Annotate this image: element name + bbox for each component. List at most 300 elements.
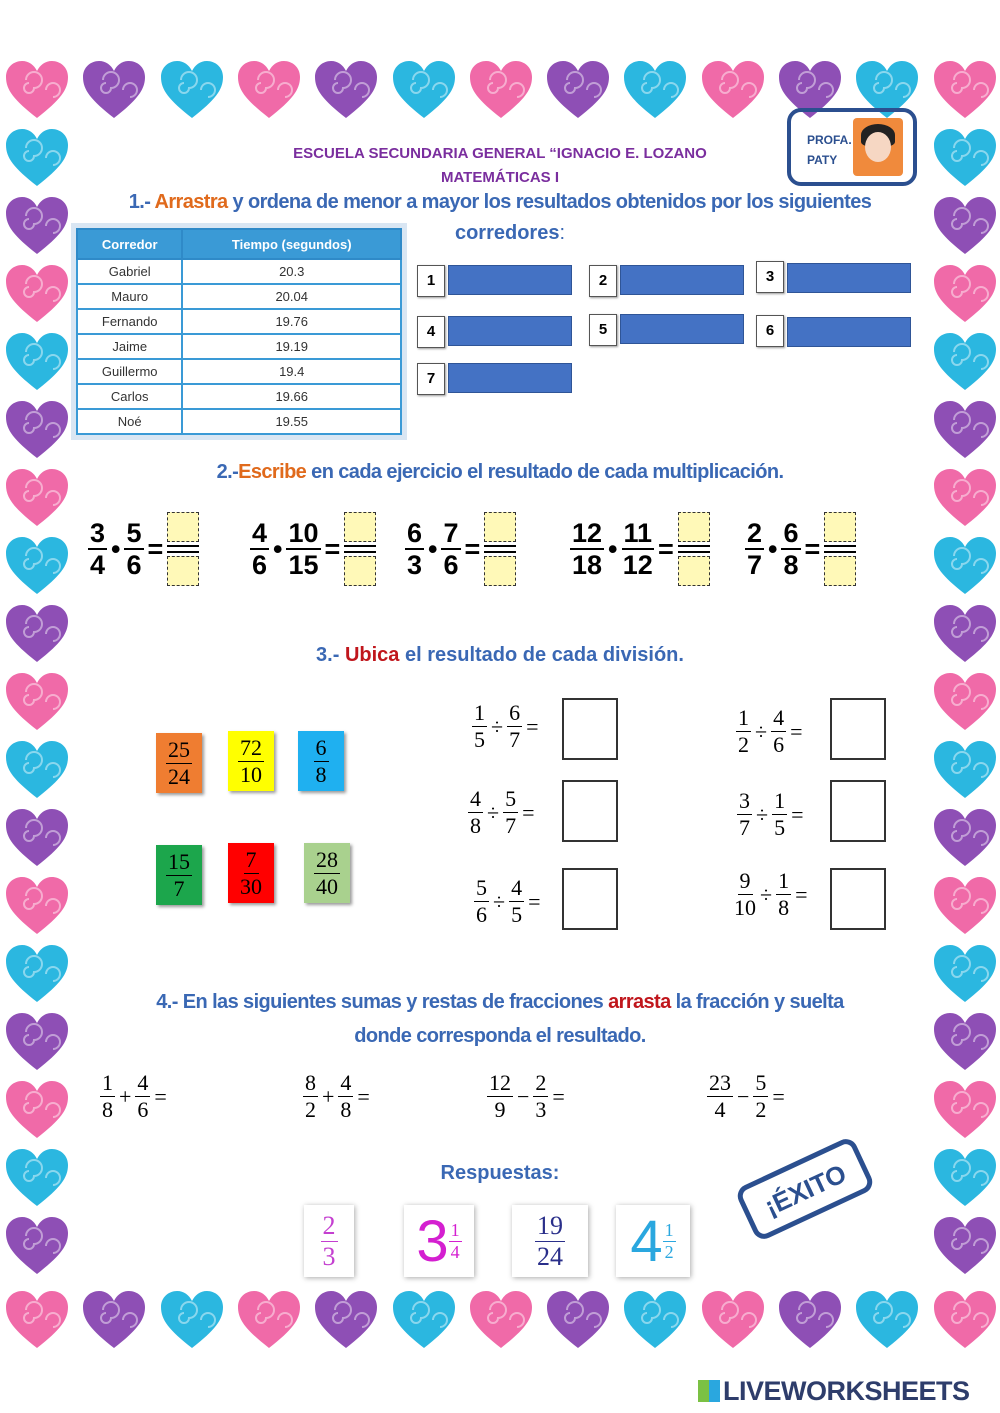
heart-icon <box>159 60 225 120</box>
exito-stamp: ¡ÉXITO <box>734 1135 876 1243</box>
runner-name: Fernando <box>77 309 182 334</box>
logo-icon <box>698 1380 720 1402</box>
fraction-bar <box>344 545 376 553</box>
heart-icon <box>4 1148 70 1208</box>
heart-icon <box>700 60 766 120</box>
q1-colon: : <box>559 222 566 244</box>
liveworksheets-logo[interactable] <box>698 1376 970 1407</box>
answers-label: Respuestas: <box>440 1162 560 1184</box>
denominator: 8 <box>783 550 799 580</box>
numerator: 72 <box>240 734 262 760</box>
denominator: 30 <box>240 873 262 899</box>
denominator: 6 <box>137 1097 149 1122</box>
numerator: 1 <box>778 868 790 893</box>
drop-box[interactable] <box>830 698 886 760</box>
runner-name: Gabriel <box>77 259 182 284</box>
denominator: 10 <box>240 761 262 787</box>
numerator-input[interactable] <box>167 512 199 542</box>
denominator-input[interactable] <box>678 556 710 586</box>
heart-icon <box>545 1290 611 1350</box>
heart-icon <box>932 1290 998 1350</box>
fraction <box>734 868 756 921</box>
drop-box[interactable] <box>562 780 618 842</box>
fraction <box>753 1070 768 1123</box>
heart-icon <box>854 1290 920 1350</box>
heart-icon <box>4 60 70 120</box>
numerator: 8 <box>305 1070 316 1095</box>
runner-time: 19.4 <box>182 359 401 384</box>
numerator: 1 <box>102 1070 113 1095</box>
heart-icon <box>4 400 70 460</box>
numerator: 7 <box>443 518 459 548</box>
equals-sign: = <box>658 534 674 564</box>
q4-verb: arrasta <box>608 991 671 1013</box>
denominator-input[interactable] <box>344 556 376 586</box>
numerator: 5 <box>505 786 517 811</box>
heart-icon <box>391 1290 457 1350</box>
fraction <box>405 518 424 580</box>
fraction <box>487 1070 513 1123</box>
runner-time: 19.66 <box>182 384 401 409</box>
heart-icon <box>4 1216 70 1276</box>
denominator: 3 <box>535 1097 547 1122</box>
dot-operator: • <box>273 534 283 564</box>
numerator: 1 <box>738 705 749 730</box>
fraction <box>303 1070 318 1123</box>
fraction <box>509 875 524 928</box>
drop-box[interactable] <box>562 868 618 930</box>
denominator-input[interactable] <box>484 556 516 586</box>
q4-text: 4.- En las siguientes sumas y restas de fracciones <box>156 991 609 1013</box>
fraction <box>88 518 107 580</box>
runner-name: Carlos <box>77 384 182 409</box>
fraction <box>663 1220 676 1263</box>
answer-tile[interactable] <box>512 1205 588 1277</box>
heart-icon <box>932 1216 998 1276</box>
division-problem <box>472 700 539 753</box>
fraction-bar <box>484 545 516 553</box>
heart-icon <box>932 468 998 528</box>
heart-icon <box>622 1290 688 1350</box>
heart-icon <box>932 332 998 392</box>
operator: − <box>737 1083 750 1109</box>
denominator: 6 <box>773 732 785 757</box>
numerator-input[interactable] <box>344 512 376 542</box>
fraction <box>441 518 460 580</box>
fraction <box>472 700 487 753</box>
heart-icon <box>4 808 70 868</box>
fraction-bar <box>824 545 856 553</box>
answer-fraction-input <box>678 512 710 586</box>
q1-instruction-line2 <box>420 222 600 245</box>
denominator-input[interactable] <box>167 556 199 586</box>
heart-icon <box>4 536 70 596</box>
heart-icon <box>932 536 998 596</box>
heart-icon <box>545 60 611 120</box>
denominator: 7 <box>747 550 763 580</box>
numerator: 4 <box>340 1070 352 1095</box>
table-row <box>77 284 401 309</box>
heart-icon <box>4 332 70 392</box>
runner-time: 20.3 <box>182 259 401 284</box>
denominator: 24 <box>168 763 190 789</box>
heart-icon <box>236 1290 302 1350</box>
division-operator: ÷ <box>756 801 769 827</box>
division-problem <box>736 705 803 758</box>
numerator: 4 <box>470 786 481 811</box>
slot-number: 6 <box>756 315 784 347</box>
numerator: 4 <box>511 875 523 900</box>
heart-icon <box>932 128 998 188</box>
numerator: 4 <box>137 1070 149 1095</box>
dot-operator: • <box>608 534 618 564</box>
numerator: 1 <box>450 1219 460 1240</box>
q1-text: y ordena de menor a mayor los resultados obtenidos por los siguientes <box>232 191 872 213</box>
fraction-operation[interactable] <box>303 1070 370 1123</box>
numerator: 25 <box>168 736 190 762</box>
denominator: 2 <box>305 1097 316 1122</box>
table-row <box>77 409 401 434</box>
q3-number: 3.- <box>316 644 340 666</box>
teacher-name: PATY <box>807 153 838 167</box>
fraction-operation[interactable] <box>487 1070 565 1123</box>
runner-time: 20.04 <box>182 284 401 309</box>
denominator: 7 <box>509 727 521 752</box>
runner-time: 19.55 <box>182 409 401 434</box>
heart-icon <box>4 672 70 732</box>
numerator-input[interactable] <box>824 512 856 542</box>
equals-sign: = <box>147 534 164 564</box>
draggable-fraction-tile[interactable] <box>156 845 202 905</box>
answer-tile[interactable] <box>404 1205 474 1277</box>
numerator: 7 <box>245 846 257 872</box>
dot-operator: • <box>428 534 438 564</box>
denominator: 2 <box>755 1097 767 1122</box>
fraction <box>338 1070 353 1123</box>
denominator: 3 <box>407 550 423 580</box>
q4-text2: donde corresponda el resultado. <box>354 1025 646 1047</box>
denominator: 6 <box>443 550 459 580</box>
fraction <box>533 1070 548 1123</box>
numerator: 1 <box>474 700 485 725</box>
fraction <box>736 705 751 758</box>
equals-sign: = <box>772 1083 785 1109</box>
heart-icon <box>777 1290 843 1350</box>
drop-box[interactable] <box>562 698 618 760</box>
fraction <box>321 1211 338 1272</box>
teacher-badge <box>787 108 917 186</box>
fraction <box>135 1070 150 1123</box>
table-row <box>77 259 401 284</box>
answer-fraction-input <box>167 512 199 586</box>
answer-fraction-input <box>484 512 516 586</box>
denominator: 7 <box>505 813 517 838</box>
heart-icon <box>391 60 457 120</box>
heart-icon <box>4 128 70 188</box>
denominator: 2 <box>738 732 749 757</box>
equals-sign: = <box>795 881 808 907</box>
heart-icon <box>932 60 998 120</box>
numerator: 5 <box>126 518 142 548</box>
division-operator: ÷ <box>493 888 506 914</box>
numerator: 2 <box>535 1070 547 1095</box>
denominator: 18 <box>572 550 603 580</box>
denominator: 8 <box>315 761 327 787</box>
numerator-input[interactable] <box>484 512 516 542</box>
fraction <box>314 735 329 788</box>
denominator: 9 <box>494 1097 506 1122</box>
slot-number: 3 <box>756 261 784 293</box>
heart-icon <box>4 876 70 936</box>
fraction <box>507 700 522 753</box>
drop-slot[interactable] <box>787 263 911 293</box>
answer-tile[interactable] <box>304 1205 354 1277</box>
numerator: 9 <box>739 868 751 893</box>
answer-fraction-input <box>344 512 376 586</box>
fraction <box>535 1211 565 1272</box>
denominator: 7 <box>739 815 750 840</box>
fraction <box>781 518 800 580</box>
fraction <box>250 518 269 580</box>
heart-icon <box>313 60 379 120</box>
fraction <box>286 518 320 580</box>
fraction <box>570 518 604 580</box>
drop-box[interactable] <box>830 780 886 842</box>
equals-sign: = <box>528 888 541 914</box>
table-row <box>77 309 401 334</box>
denominator: 5 <box>474 727 485 752</box>
teacher-avatar <box>853 118 903 176</box>
fraction <box>737 788 752 841</box>
multiplication-problem <box>745 512 856 586</box>
col-header: Tiempo (segundos) <box>182 229 401 259</box>
heart-icon <box>932 400 998 460</box>
heart-icon <box>4 604 70 664</box>
multiplication-problem <box>250 512 376 586</box>
q3-text: el resultado de cada división. <box>399 644 684 666</box>
heart-icon <box>932 604 998 664</box>
heart-icon <box>4 1080 70 1140</box>
operator: − <box>517 1083 530 1109</box>
fraction <box>449 1220 462 1263</box>
denominator: 6 <box>252 550 268 580</box>
heart-icon <box>468 1290 534 1350</box>
numerator: 2 <box>322 1210 336 1240</box>
numerator: 4 <box>773 705 785 730</box>
school-name: ESCUELA SECUNDARIA GENERAL “IGNACIO E. LOZANO <box>293 145 707 162</box>
fraction <box>745 518 764 580</box>
numerator: 12 <box>572 518 603 548</box>
fraction <box>314 847 340 900</box>
equals-sign: = <box>526 713 539 739</box>
slot-number: 1 <box>417 265 445 297</box>
drop-slot[interactable] <box>448 265 572 295</box>
heart-icon <box>4 468 70 528</box>
q2-text: en cada ejercicio el resultado de cada multiplicación. <box>306 461 784 483</box>
runner-time: 19.76 <box>182 309 401 334</box>
equals-sign: = <box>154 1083 167 1109</box>
q1-text2: corredores <box>454 222 560 244</box>
numerator: 4 <box>252 518 268 548</box>
table-row <box>77 334 401 359</box>
numerator: 6 <box>315 734 327 760</box>
q4-text-b: la fracción y suelta <box>670 991 844 1013</box>
heart-icon <box>932 1080 998 1140</box>
denominator-input[interactable] <box>824 556 856 586</box>
numerator: 5 <box>476 875 487 900</box>
multiplication-problem <box>88 512 199 586</box>
heart-icon <box>932 740 998 800</box>
equals-sign: = <box>552 1083 565 1109</box>
denominator: 4 <box>450 1241 460 1262</box>
multiplication-problem <box>570 512 710 586</box>
slot-number: 5 <box>589 314 617 346</box>
heart-icon <box>622 60 688 120</box>
runner-name: Noé <box>77 409 182 434</box>
equals-sign: = <box>357 1083 370 1109</box>
fraction <box>474 875 489 928</box>
denominator: 4 <box>714 1097 726 1122</box>
equals-sign: = <box>522 799 535 825</box>
fraction <box>166 849 192 902</box>
fraction <box>240 847 262 900</box>
drop-box[interactable] <box>830 868 886 930</box>
dot-operator: • <box>768 534 778 564</box>
numerator: 15 <box>168 848 190 874</box>
q2-number: 2.- <box>216 461 239 483</box>
heart-icon <box>236 60 302 120</box>
denominator: 5 <box>774 815 786 840</box>
q2-instruction <box>70 461 930 484</box>
draggable-fraction-tile[interactable] <box>298 731 344 791</box>
slot-number: 7 <box>417 363 445 395</box>
slot-number: 4 <box>417 316 445 348</box>
denominator: 12 <box>622 550 653 580</box>
multiplication-problem <box>405 512 516 586</box>
denominator: 2 <box>664 1241 674 1262</box>
heart-icon <box>932 1148 998 1208</box>
runner-name: Jaime <box>77 334 182 359</box>
runner-time: 19.19 <box>182 334 401 359</box>
heart-icon <box>700 1290 766 1350</box>
numerator: 23 <box>709 1070 731 1095</box>
heart-icon <box>4 264 70 324</box>
fraction-bar <box>167 545 199 553</box>
numerator: 12 <box>489 1070 511 1095</box>
equals-sign: = <box>324 534 341 564</box>
dot-operator: • <box>111 534 121 564</box>
fraction <box>503 786 518 839</box>
draggable-fraction-tile[interactable] <box>228 843 274 903</box>
numerator: 3 <box>90 518 106 548</box>
draggable-fraction-tile[interactable] <box>304 843 350 903</box>
division-problem <box>468 786 535 839</box>
answer-tile[interactable] <box>616 1205 690 1277</box>
drop-slot[interactable] <box>787 317 911 347</box>
fraction-bar <box>678 545 710 553</box>
heart-icon <box>4 740 70 800</box>
denominator: 3 <box>322 1241 336 1271</box>
fraction-operation[interactable] <box>100 1070 167 1123</box>
fraction-operation[interactable] <box>707 1070 785 1123</box>
numerator: 28 <box>316 846 338 872</box>
heart-icon <box>159 1290 225 1350</box>
answer-fraction-input <box>824 512 856 586</box>
numerator: 5 <box>755 1070 767 1095</box>
heart-icon <box>313 1290 379 1350</box>
equals-sign: = <box>464 534 481 564</box>
fraction <box>707 1070 733 1123</box>
heart-icon <box>932 264 998 324</box>
heart-icon <box>4 1290 70 1350</box>
q1-number: 1.- <box>128 191 151 213</box>
denominator: 8 <box>102 1097 113 1122</box>
denominator: 15 <box>288 550 319 580</box>
numerator: 10 <box>288 518 319 548</box>
logo-text: LIVEWORKSHEETS <box>723 1376 970 1406</box>
division-operator: ÷ <box>491 713 504 739</box>
numerator: 6 <box>407 518 423 548</box>
q1-verb: Arrastra <box>154 191 228 213</box>
q3-verb: Ubica <box>344 644 400 666</box>
equals-sign: = <box>804 534 821 564</box>
division-operator: ÷ <box>487 799 500 825</box>
equals-sign: = <box>791 801 804 827</box>
heart-icon <box>932 876 998 936</box>
denominator: 7 <box>173 875 185 901</box>
numerator: 11 <box>623 518 653 548</box>
table-row <box>77 359 401 384</box>
division-problem <box>734 868 808 921</box>
drop-slot[interactable] <box>620 314 744 344</box>
drop-slot[interactable] <box>448 316 572 346</box>
division-problem <box>737 788 804 841</box>
numerator: 6 <box>509 700 521 725</box>
denominator: 40 <box>316 873 338 899</box>
runner-name: Guillermo <box>77 359 182 384</box>
fraction <box>124 518 143 580</box>
draggable-fraction-tile[interactable] <box>228 731 274 791</box>
numerator: 19 <box>537 1210 563 1240</box>
equals-sign: = <box>790 718 803 744</box>
numerator-input[interactable] <box>678 512 710 542</box>
heart-icon <box>932 672 998 732</box>
operator: + <box>322 1083 335 1109</box>
slot-number: 2 <box>589 265 617 297</box>
fraction <box>622 518 655 580</box>
heart-icon <box>932 808 998 868</box>
numerator: 1 <box>774 788 786 813</box>
col-header: Corredor <box>77 229 182 259</box>
runners-table <box>76 228 402 435</box>
denominator: 8 <box>778 895 790 920</box>
drop-slot[interactable] <box>448 363 572 393</box>
runner-name: Mauro <box>77 284 182 309</box>
denominator: 8 <box>340 1097 352 1122</box>
numerator: 1 <box>664 1219 674 1240</box>
heart-icon <box>81 1290 147 1350</box>
denominator: 6 <box>476 902 487 927</box>
heart-icon <box>81 60 147 120</box>
denominator: 10 <box>734 895 756 920</box>
denominator: 6 <box>126 550 142 580</box>
q4-instruction <box>50 985 950 1053</box>
division-problem <box>474 875 541 928</box>
drop-slot[interactable] <box>620 265 744 295</box>
draggable-fraction-tile[interactable] <box>156 733 202 793</box>
fraction <box>771 705 786 758</box>
denominator: 5 <box>511 902 523 927</box>
